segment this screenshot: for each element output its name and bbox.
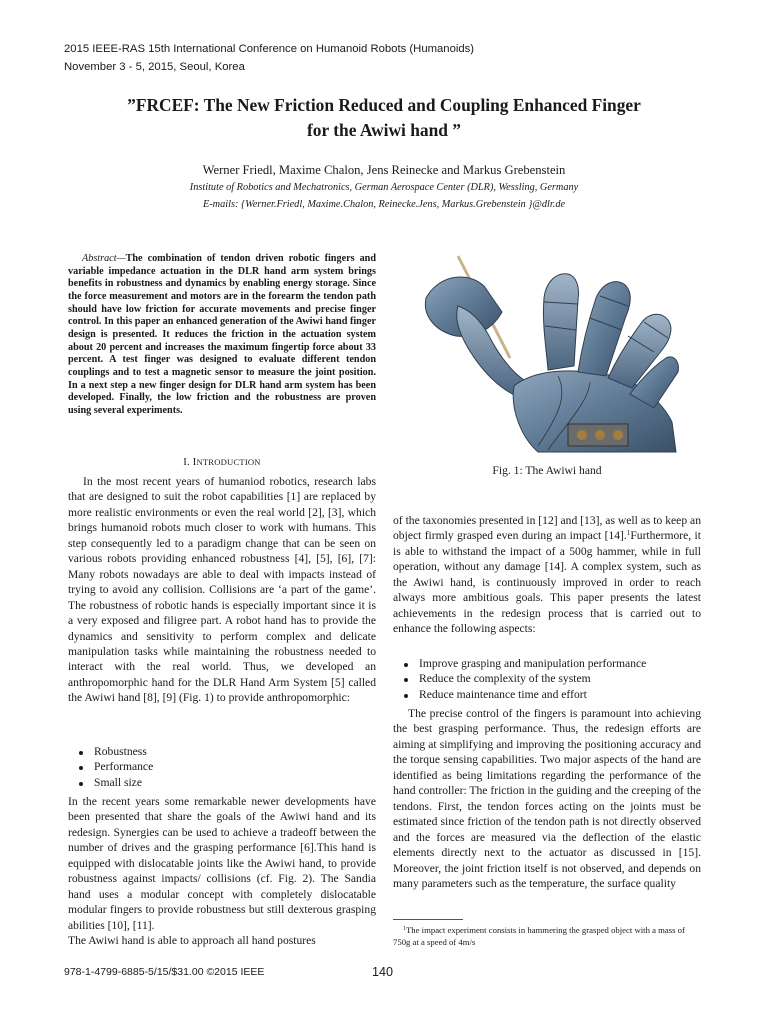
left-column-text-continued xyxy=(68,794,376,949)
abstract-dash: — xyxy=(116,253,126,264)
section-heading-introduction xyxy=(68,457,376,468)
paragraph-part: Furthermore, it is able to withstand the impact of a 500g hammer, while in full operation, without any damage [14]. A complex system, such as the Awiwi hand, is continuously improved in order to reach always more ambitious goals. This paper presents the latest achievements in the redesign process that is carried out to enhance the following aspects: xyxy=(393,529,701,636)
conference-name: 2015 IEEE-RAS 15th International Conference on Humanoid Robots (Humanoids) xyxy=(64,43,475,55)
paper-title-line1: ”FRCEF: The New Friction Reduced and Coupling Enhanced Finger xyxy=(127,95,641,115)
paragraph: The precise control of the fingers is paramount into achieving the best grasping performance. Thus, the redesign efforts are aiming at simplifying and improving the positioning accuracy and the torque sensing capabilities. Two major aspects of the hand are identified as being limitations regarding the performance of the hand controller: The friction in the guiding and the creeping of the tendons. First, the tendon forces acting on the joints must be estimated since friction of the tendon path is not directly observed and the forces are measured via the deflection of the elastic elements directly next to the actuator as discussed in [15]. Moreover, the joint friction itself is not observed, and depends on many parameters such as the temperature, the surface quality xyxy=(393,707,701,890)
conference-date: November 3 - 5, 2015, Seoul, Korea xyxy=(64,61,245,73)
authors: Werner Friedl, Maxime Chalon, Jens Reinecke and Markus Grebenstein xyxy=(202,163,566,177)
abstract-label: Abstract xyxy=(82,253,117,264)
conference-header xyxy=(64,40,474,76)
list-item: Robustness xyxy=(68,744,376,759)
paragraph: In the most recent years of humaniod robotics, research labs that are designed to suit the robot capabilities [1] are replaced by more realistic environments or even the real world [2], [3], which brings humanoid robots much closer to work with humans. This step consequently led to a paradigm change that can be seen on various robots providing enhanced robustness [4], [5], [6], [7]: Many robots nowadays are able to deal with impacts instead of trying to avoid any collision. Collisions are ‘a part of the game’. The robustness of robotic hands is especially important since it is a very exposed and filigree part. A robot hand has to provide the dynamics and sensitivity to perform complex and delicate manipulation tasks while maintaining the robustness needed to interact with the real world. Thus, we developed an anthropomorphic hand for the DLR Hand Arm System [5] called the Awiwi hand [8], [9] (Fig. 1) to provide anthropomorphic: xyxy=(68,475,376,705)
bullet-list-right xyxy=(393,656,701,702)
paragraph: In the recent years some remarkable newer developments have been presented that share the goals of the Awiwi hand and its redesign. Synergies can be used to achieve a tradeoff between the number of drives and the grasping performance [6].This hand is equipped with dislocatable joints like the Awiwi hand, to provide robustness against impacts/ collisions (cf. Fig. 2). The Sandia hand uses a modular concept with completely dislocatable modular fingers to provide robustness but still dexterous grasping abilities [10], [11]. xyxy=(68,795,376,932)
emails: E-mails: {Werner.Friedl, Maxime.Chalon, Reinecke.Jens, Markus.Grebenstein }@dlr.de xyxy=(202,199,566,210)
section-title-rest: NTRODUCTION xyxy=(196,457,261,467)
isbn-copyright: 978-1-4799-6885-5/15/$31.00 ©2015 IEEE xyxy=(64,966,265,978)
bullet-list-left xyxy=(68,744,376,790)
footnote-divider xyxy=(393,919,463,920)
affiliation: Institute of Robotics and Mechatronics, German Aerospace Center (DLR), Wessling, Germany xyxy=(189,182,579,193)
right-column-text-continued xyxy=(393,706,701,891)
abstract xyxy=(68,253,376,418)
robot-hand-illustration xyxy=(418,246,680,458)
list-item: Improve grasping and manipulation performance xyxy=(393,656,701,671)
list-item: Reduce the complexity of the system xyxy=(393,671,701,686)
list-item: Small size xyxy=(68,775,376,790)
paragraph xyxy=(393,513,701,637)
section-title-initial: I xyxy=(192,457,197,468)
paper-title xyxy=(40,93,728,143)
right-column-text xyxy=(393,513,701,637)
list-item: Performance xyxy=(68,759,376,774)
footnote xyxy=(393,924,701,948)
list-item: Reduce maintenance time and effort xyxy=(393,687,701,702)
abstract-text: The combination of tendon driven robotic fingers and variable impedance actuation in the DLR hand arm system brings benefits in robustness and dynamics by enabling energy storage. Since the force measurement and motors are in the forearm the tendon path should have low friction for accurate movements and precise finger control. In this paper an enhanced generation of the Awiwi hand finger design is presented. It reduces the friction in the actuation system about 20 percent and increases the maximum fingertip force about 33 percent. A test finger was designed to evaluate different tendon couplings and to test a magnetic sensor to measure the joint position. In a next step a new finger design for DLR hand arm system has been developed. Finally, the low friction and the robustness are proven using several experiments. xyxy=(68,253,376,416)
footnote-mark: 1 xyxy=(403,926,406,932)
section-number: I. xyxy=(183,457,190,468)
figure-caption: Fig. 1: The Awiwi hand xyxy=(492,464,602,477)
paper-title-line2: for the Awiwi hand ” xyxy=(307,120,461,140)
paragraph-part: of the taxonomies presented in [12] and [13], as well as to keep an object firmly grasped even during an impact [14]. xyxy=(393,514,701,543)
paragraph: The Awiwi hand is able to approach all hand postures xyxy=(68,934,316,948)
figure-awiwi-hand xyxy=(418,246,680,458)
left-column-text xyxy=(68,474,376,706)
footnote-reference: 1 xyxy=(626,529,631,538)
page-number: 140 xyxy=(372,965,394,979)
footnote-text: The impact experiment consists in hammering the grasped object with a mass of 750g at a speed of 4m/s xyxy=(393,925,685,947)
